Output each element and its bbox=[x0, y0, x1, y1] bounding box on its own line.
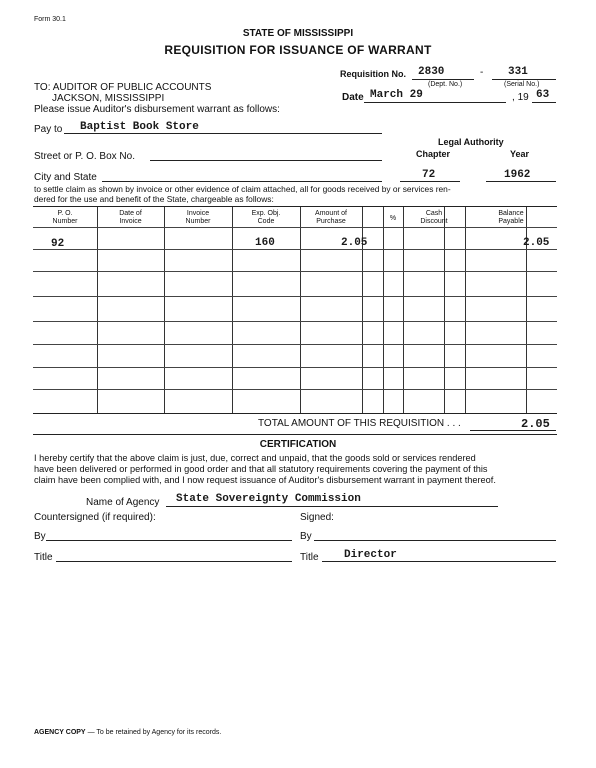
row-balance-value: 2.05 bbox=[523, 237, 550, 249]
header-rule bbox=[33, 227, 557, 228]
dept-no-value: 2830 bbox=[418, 66, 445, 78]
col-header-date-invoice: Date of Invoice bbox=[119, 210, 142, 225]
agency-name-line bbox=[166, 506, 498, 507]
pay-to-value: Baptist Book Store bbox=[80, 121, 199, 133]
col-divider bbox=[444, 207, 445, 413]
addressee-line2: JACKSON, MISSISSIPPI bbox=[52, 93, 165, 104]
serial-no-value: 331 bbox=[508, 66, 528, 78]
document-title: REQUISITION FOR ISSUANCE OF WARRANT bbox=[164, 43, 432, 57]
total-value: 2.05 bbox=[521, 417, 550, 431]
agency-name-label: Name of Agency bbox=[86, 497, 160, 508]
row-rule bbox=[33, 367, 557, 368]
row-rule bbox=[33, 389, 557, 390]
settle-text-1: to settle claim as shown by invoice or other evidence of claim attached, all for goods received by or services ren- bbox=[34, 184, 451, 194]
title-line-left bbox=[56, 561, 292, 562]
by-label-left: By bbox=[34, 531, 46, 542]
title-value-right: Director bbox=[344, 549, 397, 561]
certification-heading: CERTIFICATION bbox=[259, 439, 337, 450]
certification-line1: I hereby certify that the above claim is just, due, correct and unpaid, that the goods sold or services rendered bbox=[34, 453, 476, 463]
title-line-right bbox=[322, 561, 556, 562]
year-authority-line bbox=[486, 181, 556, 182]
col-header-percent: % bbox=[389, 215, 397, 222]
title-label-left: Title bbox=[34, 552, 53, 563]
city-line bbox=[102, 181, 382, 182]
row-rule bbox=[33, 321, 557, 322]
form-number: Form 30.1 bbox=[34, 16, 66, 23]
col-divider bbox=[383, 207, 384, 413]
total-label: TOTAL AMOUNT OF THIS REQUISITION . . . bbox=[258, 418, 461, 429]
row-rule bbox=[33, 344, 557, 345]
row-amount-value: 2.05 bbox=[341, 237, 368, 249]
signed-label: Signed: bbox=[300, 512, 334, 523]
city-label: City and State bbox=[34, 172, 97, 183]
year-line bbox=[532, 102, 556, 103]
date-label: Date bbox=[342, 92, 364, 103]
col-divider bbox=[403, 207, 404, 413]
certification-line3: claim have been complied with, and I now request issuance of Auditor's disbursement warrant in payment thereof. bbox=[34, 475, 496, 485]
by-label-right: By bbox=[300, 531, 312, 542]
pay-to-label: Pay to bbox=[34, 124, 63, 135]
col-header-cash-discount: Cash Discount bbox=[420, 210, 448, 225]
countersigned-label: Countersigned (if required): bbox=[34, 512, 156, 523]
serial-no-line bbox=[492, 79, 556, 80]
serial-caption: (Serial No.) bbox=[504, 81, 540, 88]
title-label-right: Title bbox=[300, 552, 319, 563]
chapter-value: 72 bbox=[422, 169, 436, 181]
agency-copy-text: — To be retained by Agency for its records. bbox=[87, 729, 222, 736]
row-rule bbox=[33, 249, 557, 250]
certification-line2: have been delivered or performed in good order and that all statutory requirements covering the payment of this bbox=[34, 464, 488, 474]
charge-table bbox=[33, 206, 557, 414]
legal-authority-heading: Legal Authority bbox=[438, 137, 504, 147]
col-divider bbox=[232, 207, 233, 413]
row-po-value: 92 bbox=[51, 238, 65, 250]
agency-copy-label: AGENCY COPY bbox=[34, 729, 86, 736]
col-divider bbox=[97, 207, 98, 413]
col-divider bbox=[300, 207, 301, 413]
col-header-amount: Amount of Purchase bbox=[315, 210, 347, 225]
row-rule bbox=[33, 271, 557, 272]
col-header-po: P. O. Number bbox=[52, 210, 78, 225]
year-value: 63 bbox=[536, 89, 550, 101]
by-line-left bbox=[46, 540, 292, 541]
street-line bbox=[150, 160, 382, 161]
instruction-text: Please issue Auditor's disbursement warrant as follows: bbox=[34, 104, 280, 115]
requisition-label: Requisition No. bbox=[340, 69, 406, 79]
dept-caption: (Dept. No.) bbox=[428, 81, 463, 88]
date-line bbox=[364, 102, 506, 103]
agency-name-value: State Sovereignty Commission bbox=[176, 493, 361, 505]
chapter-line bbox=[400, 181, 460, 182]
pay-to-line bbox=[64, 133, 382, 134]
dept-no-line bbox=[412, 79, 474, 80]
col-divider bbox=[465, 207, 466, 413]
chapter-label: Chapter bbox=[416, 149, 451, 159]
col-header-invoice-number: Invoice Number bbox=[185, 210, 211, 225]
col-header-exp-code: Exp. Obj. Code bbox=[251, 210, 281, 225]
col-divider bbox=[164, 207, 165, 413]
year-authority-label: Year bbox=[510, 149, 530, 159]
by-line-right bbox=[314, 540, 556, 541]
total-rule bbox=[33, 434, 557, 435]
street-label: Street or P. O. Box No. bbox=[34, 151, 135, 162]
state-heading: STATE OF MISSISSIPPI bbox=[242, 28, 354, 39]
settle-text-2: dered for the use and benefit of the State, chargeable as follows: bbox=[34, 194, 274, 204]
row-rule bbox=[33, 296, 557, 297]
year-prefix: 19 bbox=[517, 92, 529, 103]
row-exp-code-value: 160 bbox=[255, 237, 275, 249]
col-header-balance: Balance Payable bbox=[498, 210, 524, 225]
year-authority-value: 1962 bbox=[504, 169, 531, 181]
date-value: March 29 bbox=[370, 89, 423, 101]
dash: - bbox=[480, 67, 484, 78]
addressee-line1: TO: AUDITOR OF PUBLIC ACCOUNTS bbox=[34, 82, 212, 93]
